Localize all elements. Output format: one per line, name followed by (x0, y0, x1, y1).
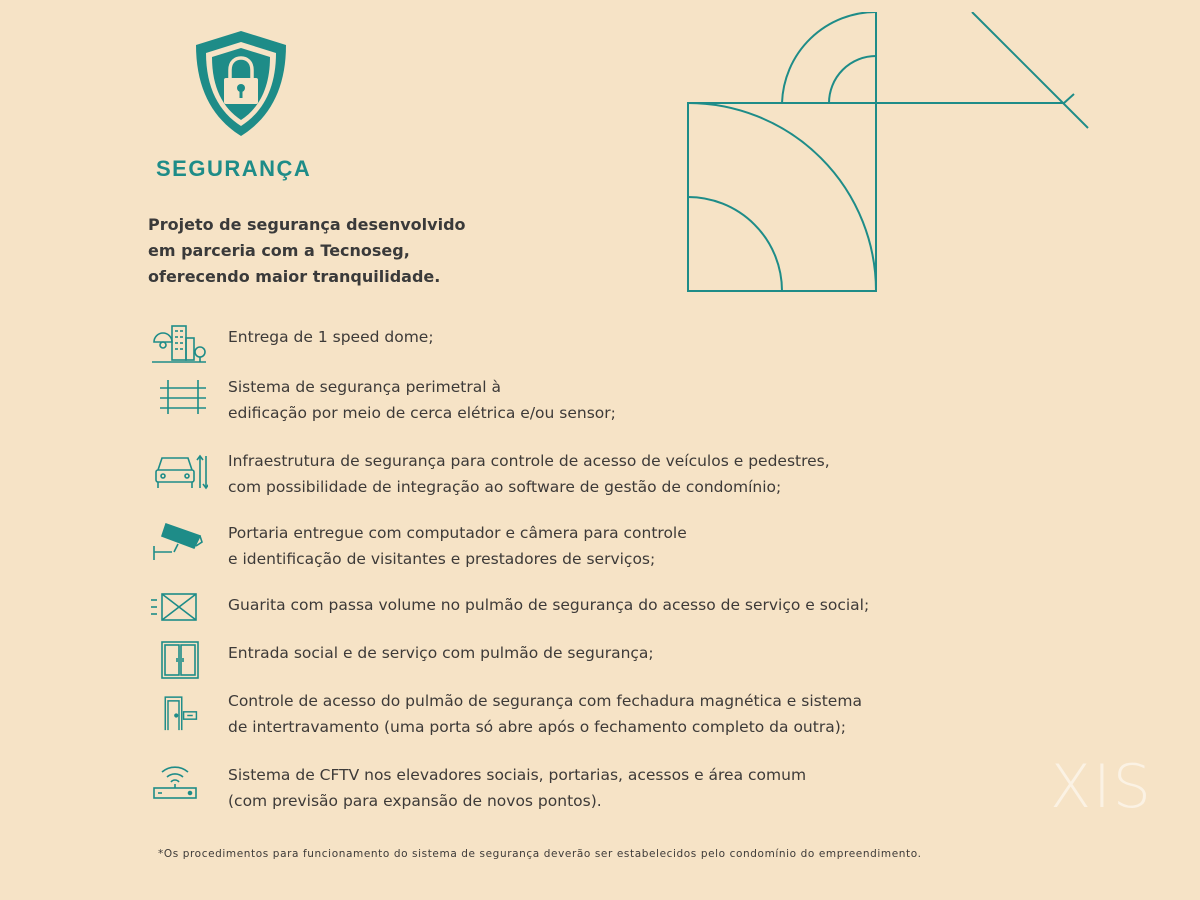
item-text-line: Infraestrutura de segurança para controle de acesso de veículos e pedestres, (228, 452, 830, 470)
item-text-line: Portaria entregue com computador e câmera para controle (228, 524, 687, 542)
list-item (150, 520, 1050, 580)
list-item (150, 448, 1050, 508)
list-item (150, 762, 1050, 822)
item-text-line: (com previsão para expansão de novos pontos). (228, 792, 602, 810)
item-text-line: Entrega de 1 speed dome; (228, 328, 434, 346)
item-text-line: edificação por meio de cerca elétrica e/ou sensor; (228, 404, 616, 422)
item-text-line: Controle de acesso do pulmão de segurança com fechadura magnética e sistema (228, 692, 862, 710)
item-text-line: e identificação de visitantes e prestadores de serviços; (228, 550, 656, 568)
security-camera-icon (150, 520, 208, 564)
item-text-line: Entrada social e de serviço com pulmão de segurança; (228, 644, 654, 662)
list-item (150, 374, 1050, 434)
item-text-line: Guarita com passa volume no pulmão de segurança do acesso de serviço e social; (228, 596, 870, 614)
brand-logo: XIS (1050, 752, 1153, 822)
shield-lock-icon (192, 28, 290, 140)
item-text-line: Sistema de CFTV nos elevadores sociais, portarias, acessos e área comum (228, 766, 807, 784)
intro-line: Projeto de segurança desenvolvido (148, 215, 466, 234)
item-text-line: de intertravamento (uma porta só abre após o fechamento completo da outra); (228, 718, 846, 736)
double-door-icon (150, 640, 208, 684)
footnote: *Os procedimentos para funcionamento do sistema de segurança deverão ser estabelecidos pelo condomínio do empreendimento. (158, 848, 922, 860)
item-text-line: Sistema de segurança perimetral à (228, 378, 501, 396)
fence-icon (150, 374, 208, 418)
car-access-icon (150, 448, 208, 492)
decorative-geometric-graphic (686, 12, 1090, 294)
intro-line: oferecendo maior tranquilidade. (148, 267, 441, 286)
intro-line: em parceria com a Tecnoseg, (148, 241, 410, 260)
package-box-icon (150, 592, 208, 636)
magnetic-lock-door-icon (150, 688, 208, 732)
section-title: SEGURANÇA (156, 156, 312, 181)
building-camera-icon (150, 324, 208, 368)
wifi-router-icon (150, 762, 208, 806)
intro-text (148, 212, 568, 290)
item-text-line: com possibilidade de integração ao software de gestão de condomínio; (228, 478, 782, 496)
list-item (150, 688, 1050, 748)
